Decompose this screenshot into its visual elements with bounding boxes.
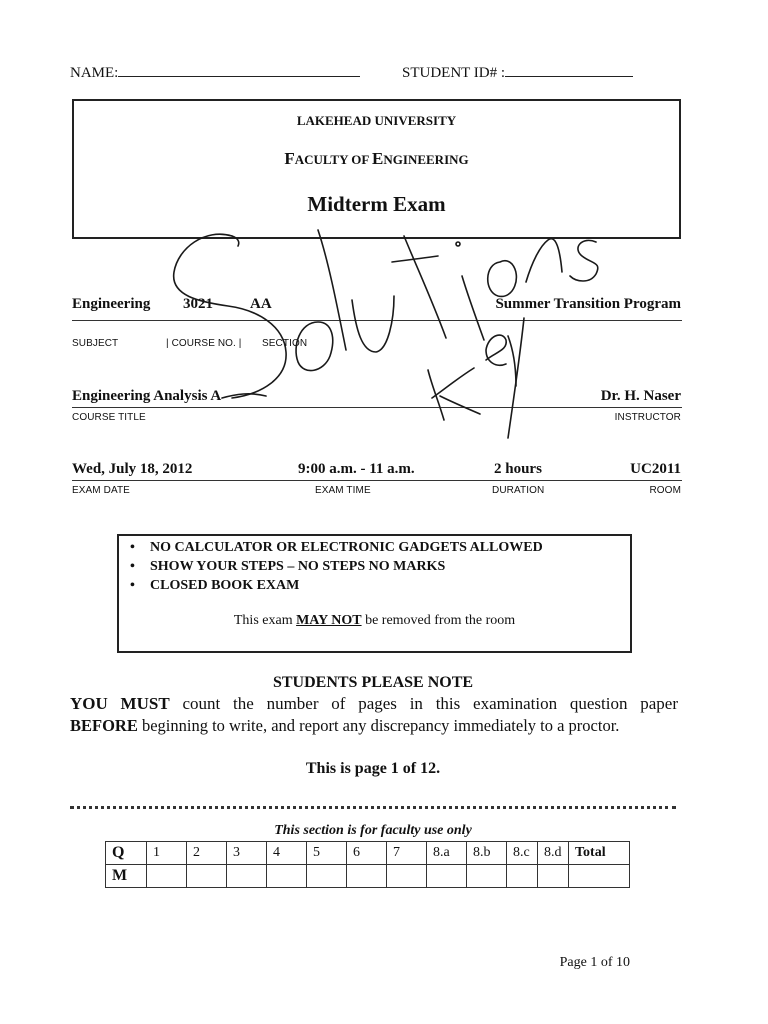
question-cell: 8.d <box>538 842 569 865</box>
university-name: LAKEHEAD UNIVERSITY <box>296 113 457 128</box>
section-value: AA <box>250 296 272 312</box>
program-value: Summer Transition Program <box>495 296 681 312</box>
students-note-heading: STUDENTS PLEASE NOTE <box>272 674 474 691</box>
course-number-label: | COURSE NO. | <box>166 338 242 349</box>
question-cell: 5 <box>307 842 347 865</box>
question-cell: 8.c <box>507 842 538 865</box>
duration-label: DURATION <box>492 485 545 496</box>
rule-item: • NO CALCULATOR OR ELECTRONIC GADGETS ALLOWED <box>120 538 543 557</box>
question-cell: 8.b <box>467 842 507 865</box>
exam-time-label: EXAM TIME <box>315 485 371 496</box>
rule-item: • CLOSED BOOK EXAM <box>120 576 543 595</box>
removal-emphasis: MAY NOT <box>296 613 362 628</box>
faculty-section-caption: This section is for faculty use only <box>274 823 472 838</box>
exam-date-label: EXAM DATE <box>72 485 130 496</box>
question-cell: 1 <box>147 842 187 865</box>
question-cell: 4 <box>267 842 307 865</box>
rule-item: • SHOW YOUR STEPS – NO STEPS NO MARKS <box>120 557 543 576</box>
instructor-label: INSTRUCTOR <box>614 412 681 423</box>
course-title-value: Engineering Analysis A <box>72 388 222 404</box>
room-value: UC2011 <box>630 461 681 477</box>
removal-notice: This exam MAY NOT be removed from the room <box>233 613 516 628</box>
question-cell: 8.a <box>427 842 467 865</box>
exam-time-value: 9:00 a.m. - 11 a.m. <box>298 461 415 477</box>
students-note-line-1: YOU MUST count the number of pages in this examination question paper <box>70 694 678 713</box>
name-label: NAME: <box>70 65 119 81</box>
section-label: SECTION <box>262 338 308 349</box>
question-cell: 2 <box>187 842 227 865</box>
question-cell: 6 <box>347 842 387 865</box>
duration-value: 2 hours <box>494 461 542 477</box>
row-label-q: Q <box>106 842 147 865</box>
page-count-info: This is page 1 of 12. <box>305 760 441 777</box>
subject-label: SUBJECT <box>72 338 119 349</box>
exam-title: Midterm Exam <box>307 192 446 216</box>
row-label-m: M <box>106 865 147 888</box>
course-number-value: 3021 <box>183 296 213 312</box>
students-note-line-2: BEFORE beginning to write, and report any discrepancy immediately to a proctor. <box>70 716 620 735</box>
faculty-name: FACULTY OF ENGINEERING <box>284 149 469 168</box>
page-number: Page 1 of 10 <box>559 955 630 970</box>
question-cell: 7 <box>387 842 427 865</box>
student-id-label: STUDENT ID# : <box>402 65 506 81</box>
room-label: ROOM <box>649 485 681 496</box>
question-cell: 3 <box>227 842 267 865</box>
instructor-value: Dr. H. Naser <box>600 388 681 404</box>
total-cell: Total <box>569 842 630 865</box>
course-title-label: COURSE TITLE <box>72 412 146 423</box>
subject-value: Engineering <box>72 296 151 312</box>
exam-date-value: Wed, July 18, 2012 <box>72 461 193 477</box>
